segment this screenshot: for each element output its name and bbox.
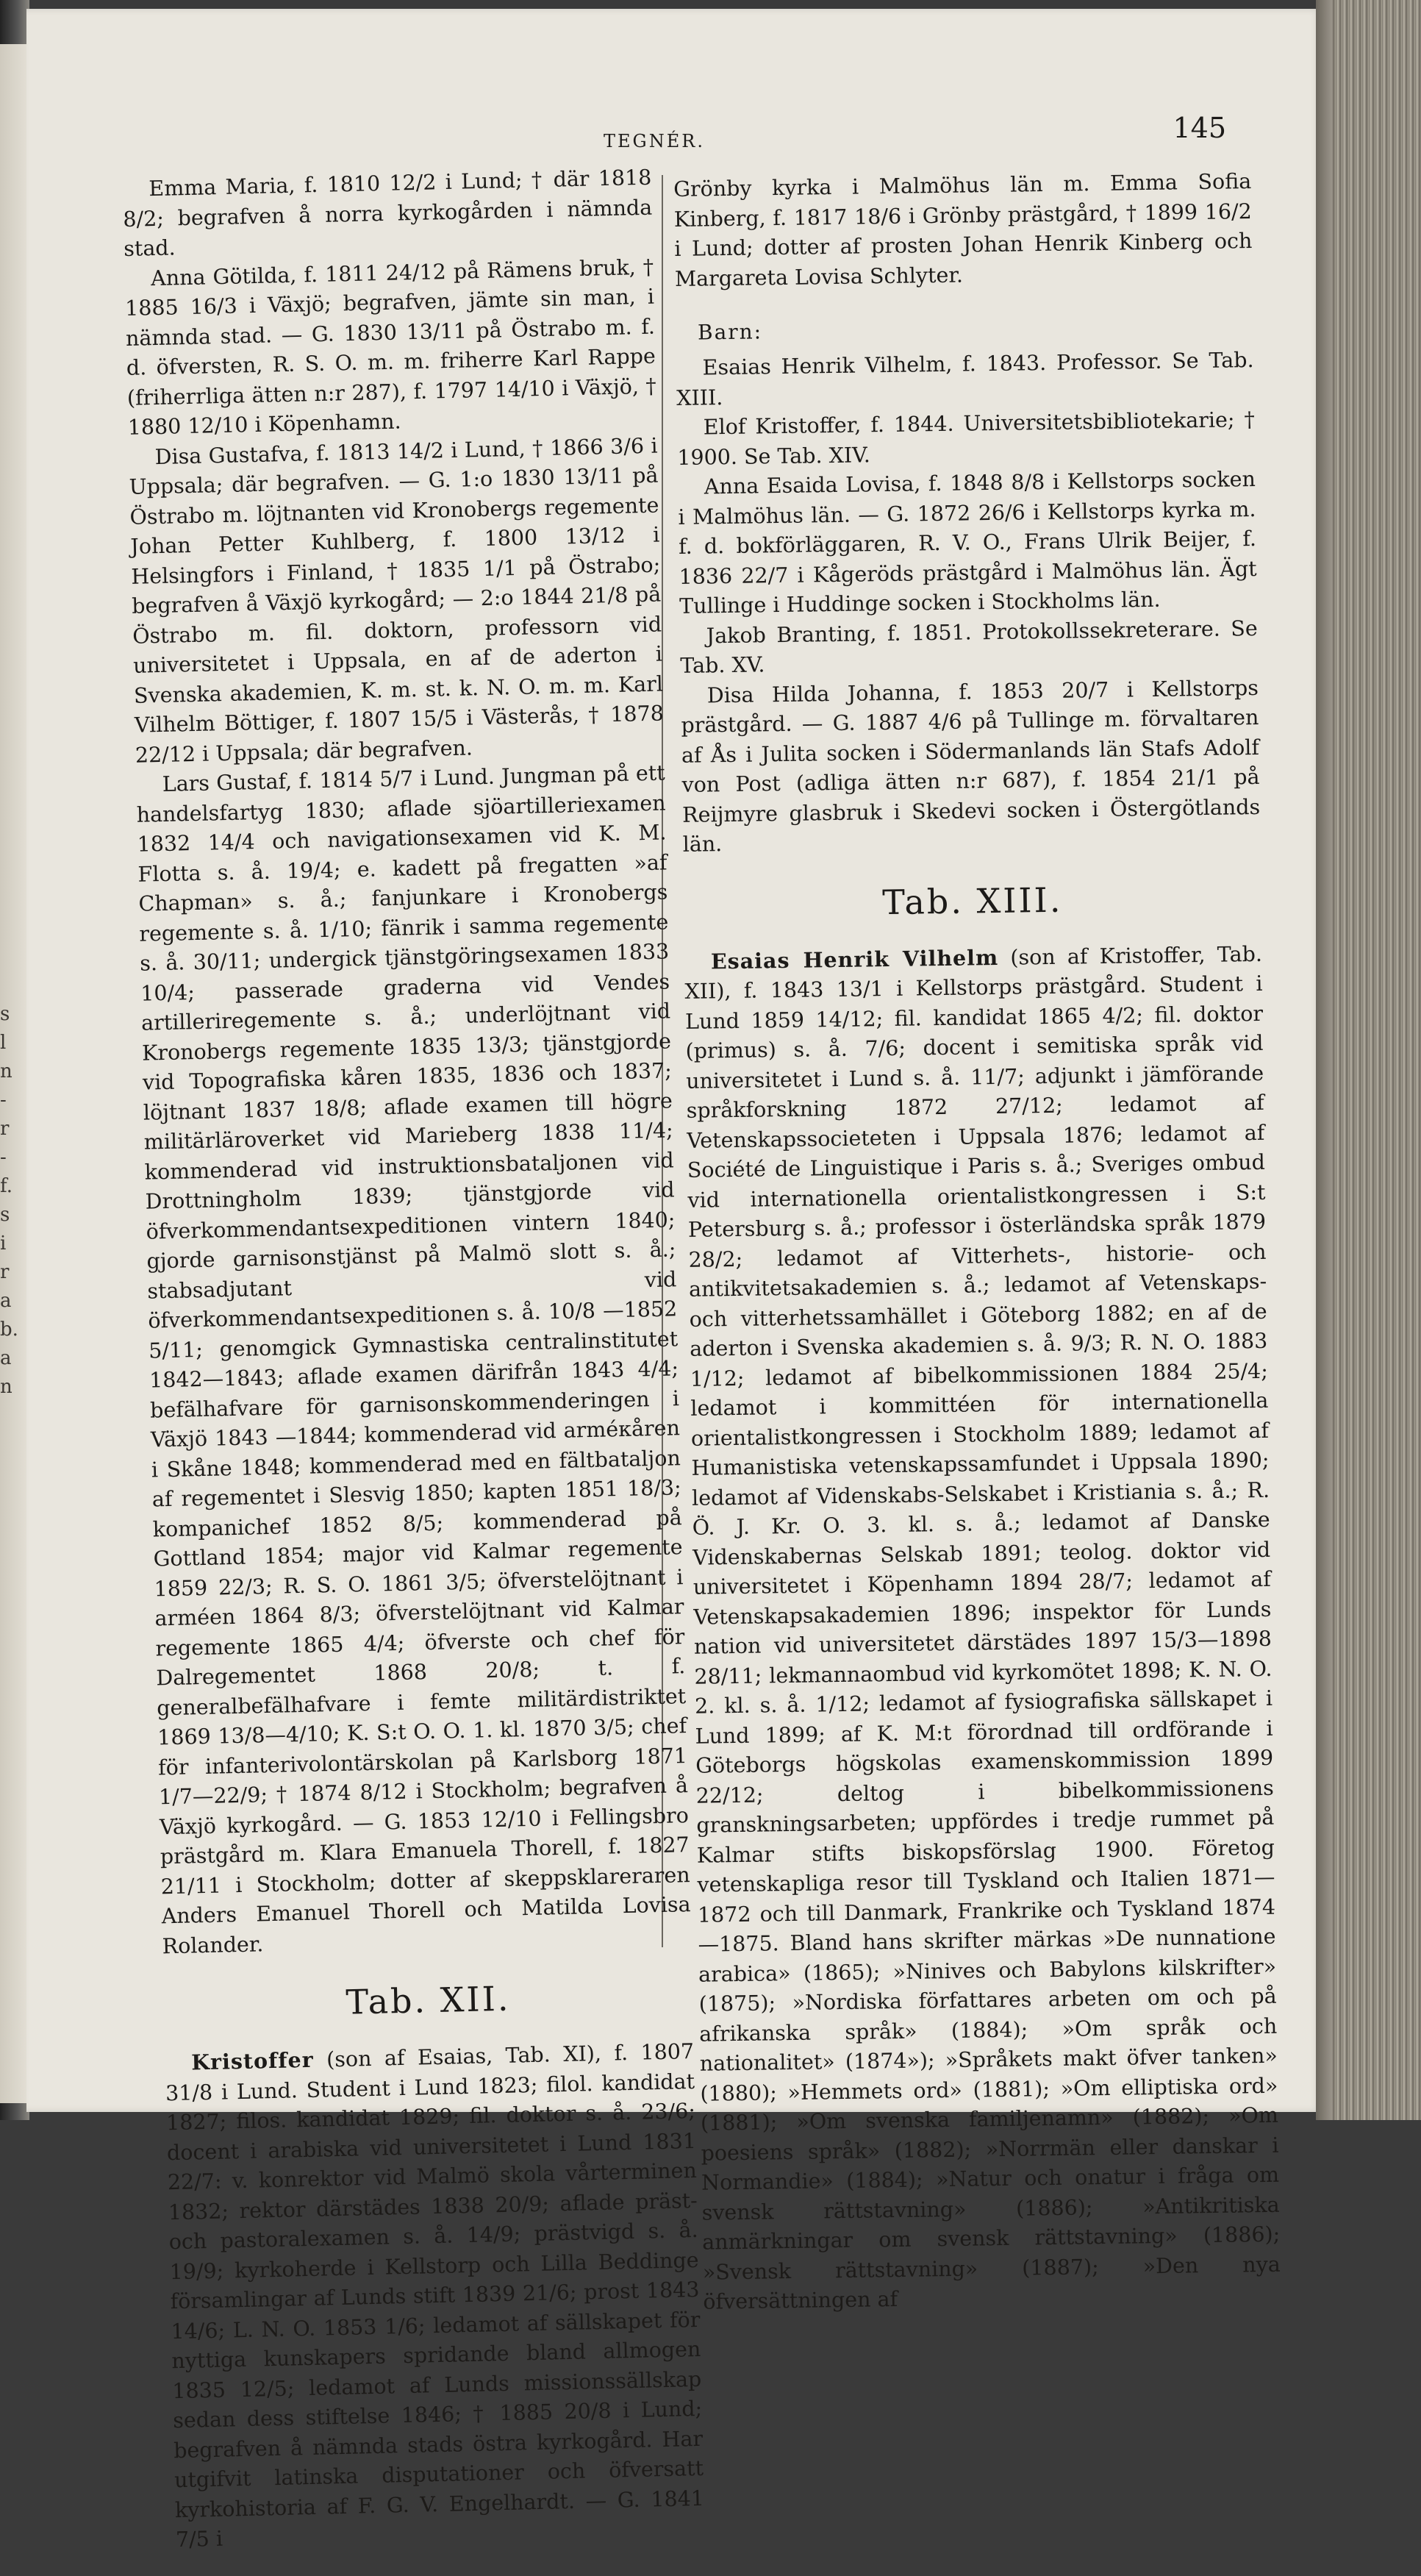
- page-edge-shadow: [1316, 0, 1332, 2120]
- entry-esaias-henrik-vilhelm: [684, 938, 1281, 2317]
- left-page-fragment: s: [0, 1204, 10, 1226]
- paragraph-emma-maria: Emma Maria, f. 1810 12/2 i Lund; † där 1818 8/2; begrafven å norra kyrkogården i nämnda stad.: [122, 165, 653, 261]
- left-page-fragment: b.: [0, 1319, 18, 1341]
- entry-text: (son af Kristoffer, Tab. XII), f. 1843 13/1 i Kellstorps prästgård. Student i Lund 1859 14/12; fil. kandidat 1865 4/2; fil. doktor (primus) s. å. 7/6; docent i semitiska språk vid universitetet i Lund s. å. 11/7; adjunkt i jämförande språkforskning 1872 27/12; ledamot af Vetenskapssocieteten i Uppsala 1876; ledamot af Société de Linguistique i Paris s. å.; Sveriges ombud vid internationella orientalistkongressen i S:t Petersburg s. å.; professor i österländska språk 1879 28/2; ledamot af Vitterhets-, historie- och antikvitetsakademien s. å.; ledamot af Vetenskaps- och vitterhetssamhället i Göteborg 1882; en af de aderton i Svenska akademien s. å. 9/3; R. N. O. 1883 1/12; ledamot af bibelkommissionen 1884 25/4; ledamot i kommittéen för internationella orientalistkongressen i Stockholm 1889; ledamot af Humanistiska vetenskapssamfundet i Uppsala 1890; ledamot af Videnskabs-Selskabet i Kristiania s. å.; R. Ö. J. Kr. O. 3. kl. s. å.; ledamot af Danske Videnskabernas Selskab 1891; teolog. doktor vid universitetet i Köpenhamn 1894 28/7; ledamot af Vetenskapsakademien 1896; inspektor för Lunds nation vid universitetet därstädes 1897 15/3—1898 28/11; lekmannaombud vid kyrkomötet 1898; K. N. O. 2. kl. s. å. 1/12; ledamot af fysiografiska sällskapet i Lund 1899; af K. M:t förordnad till ordförande i Göteborgs högskolas examenskommission 1899 22/12; deltog i bibelkommissionens granskningsarbeten; uppfördes i tredje rummet på Kalmar stifts biskopsförslag 1900. Företog vetenskapliga resor till Tyskland och Italien 1871—1872 och till Danmark, Frankrike och Tyskland 1874—1875. Bland hans skrifter märkas »De nunnatione arabica» (1865); »Ninives och Babylons kilskrifter» (1875); »Nordiska författares arbeten om och på afrikanska språk» (1884); »Om språk och nationalitet» (1874»); »Språkets makt öfver tanken» (1880); »Hemmets ord» (1881); »Om elliptiska ord» (1881); »Om svenska familjenamn» (1882); »Om poesiens språk» (1882); »Norrmän eller danskar i Normandie» (1884); »Natur och onatur i fråga om svensk rättstavning» (1886); »Antikritiska anmärkningar om svensk rättstavning» (1886); »Svensk rättstavning» (1887); »Den nya öfversättningen af: [684, 941, 1281, 2314]
- left-page-fragment: -: [0, 1089, 7, 1111]
- left-page-fragment: n: [0, 1060, 12, 1082]
- child-jakob: Jakob Branting, f. 1851. Protokollssekreterare. Se Tab. XV.: [680, 616, 1258, 678]
- section-heading-tab-xii: Tab. XII.: [345, 1978, 511, 2022]
- left-page-edge: [0, 44, 29, 2103]
- entry-kristoffer: [165, 2036, 705, 2555]
- left-page-fragment: i: [0, 1232, 7, 1255]
- page-number: 145: [1173, 112, 1226, 144]
- entry-name: Esaias Henrik Vilhelm: [710, 944, 999, 974]
- left-page-fragment: s: [0, 1003, 10, 1025]
- paragraph-disa-gustafva: Disa Gustafva, f. 1813 14/2 i Lund, † 1866 3/6 i Uppsala; där begrafven. — G. 1:o 1830 13/11 på Östrabo m. löjtnanten vid Kronobergs regemente Johan Petter Kuhlberg, f. 1800 13/12 i Helsingfors i Finland, † 1835 1/1 på Östrabo; begrafven å Växjö kyrkogård; — 2:o 1844 21/8 på Östrabo m. fil. doktorn, professorn vid universitetet i Uppsala, en af de aderton i Svenska akademien, K. m. st. k. N. O. m. m. Karl Vilhelm Böttiger, f. 1807 15/5 i Västerås, † 1878 22/12 i Uppsala; där begrafven.: [129, 433, 665, 768]
- section-heading-tab-xiii: Tab. XIII.: [881, 880, 1063, 922]
- children-label: Barn:: [697, 319, 763, 345]
- child-esaias: Esaias Henrik Vilhelm, f. 1843. Professor. Se Tab. XIII.: [676, 348, 1254, 410]
- left-page-fragment: -: [0, 1146, 7, 1169]
- paragraph-marriage-continued: Grönby kyrka i Malmöhus län m. Emma Sofia Kinberg, f. 1817 18/6 i Grönby prästgård, † 1899 16/2 i Lund; dotter af prosten Johan Henrik Kinberg och Margareta Lovisa Schlyter.: [673, 169, 1253, 291]
- left-page-fragments: [0, 1000, 24, 1402]
- paragraph-anna-gotilda: Anna Götilda, f. 1811 24/12 på Rämens bruk, † 1885 16/3 i Växjö; begrafven, jämte sin man, i nämnda stad. — G. 1830 13/11 på Östrabo m. f. d. öfversten, R. S. O. m. m. friherre Karl Rappe (friherrliga ätten n:r 287), f. 1797 14/10 i Växjö, † 1880 12/10 i Köpenhamn.: [124, 254, 657, 440]
- left-page-fragment: r: [0, 1261, 10, 1283]
- entry-text: (son af Esaias, Tab. XI), f. 1807 31/8 i Lund. Student i Lund 1823; filol. kandidat 1827; filos. kandidat 1829; fil. doktor s. å. 23/6; docent i arabiska vid universitetet i Lund 1831 22/7: v. konrektor vid Malmö skola vårterminen 1832; rektor därstädes 1838 20/9; aflade präst- och pastoralexamen s. å. 14/9; prästvigd s. å. 19/9; kyrkoherde i Kellstorp och Lilla Beddinge församlingar af Lunds stift 1839 21/6; prost 1843 14/6; L. N. O. 1853 1/6; ledamot af sällskapet för nyttiga kunskapers spridande bland allmogen 1835 12/5; ledamot af Lunds missionssällskap sedan dess stiftelse 1846; † 1885 20/8 i Lund; begrafven å nämnda stads östra kyrkogård. Har utgifvit latinska disputationer och öfversatt kyrkohistoria af F. G. V. Engelhardt. — G. 1841 7/5 i: [165, 2039, 705, 2552]
- running-head: TEGNÉR.: [604, 131, 705, 151]
- left-page-fragment: f.: [0, 1175, 12, 1197]
- left-page-fragment: l: [0, 1032, 7, 1054]
- left-page-fragment: r: [0, 1118, 10, 1140]
- left-page-fragment: n: [0, 1376, 12, 1398]
- child-disa: Disa Hilda Johanna, f. 1853 20/7 i Kellstorps prästgård. — G. 1887 4/6 på Tullinge m. förvaltaren af Ås i Julita socken i Södermanlands län Stafs Adolf von Post (adliga ätten n:r 687), f. 1854 21/1 på Reijmyre glasbruk i Skedevi socken i Östergötlands län.: [681, 675, 1261, 857]
- paragraph-lars-gustaf: Lars Gustaf, f. 1814 5/7 i Lund. Jungman på ett handelsfartyg 1830; aflade sjöartilleriexamen 1832 14/4 och navigationsexamen vid K. M. Flotta s. å. 19/4; e. kadett på fregatten »af Chapman» s. å.; fanjunkare i Kronobergs regemente s. å. 1/10; fänrik i samma regemente s. å. 30/11; undergick tjänstgöringsexamen 1833 10/4; passerade graderna vid Vendes artilleriregemente s. å.; underlöjtnant vid Kronobergs regemente 1835 13/3; tjänstgjorde vid Topografiska kåren 1835, 1836 och 1837; löjtnant 1837 18/8; aflade examen till högre militärläroverket vid Marieberg 1838 11/4; kommenderad vid instruktionsbataljonen vid Drottningholm 1839; tjänstgjorde vid öfverkommendantsexpeditionen vintern 1840; gjorde garnisonstjänst på Malmö slott s. å.; stabsadjutant vid öfverkommendantsexpeditionen s. å. 10/8 —1852 5/11; genomgick Gymnastiska centralinstitutet 1842—1843; aflade examen därifrån 1843 4/4; befälhafvare för garnisonskommenderingen i Växjö 1843 —1844; kommenderad vid arméкåren i Skåne 1848; kommenderad med en fältbataljon af regementet i Slesvig 1850; kapten 1851 18/3; kompanichef 1852 8/5; kommenderad på Gottland 1854; major vid Kalmar regemente 1859 22/3; R. S. O. 1861 3/5; öfverstelöjtnant i arméen 1864 8/3; öfverstelöjtnant vid Kalmar regemente 1865 4/4; öfverste och chef för Dalregementet 1868 20/8; t. f. generalbefälhafvare i femte militärdistriktet 1869 13/8—4/10; K. S:t O. O. 1. kl. 1870 3/5; chef för infanterivolontärskolan på Karlsborg 1871 1/7—22/9; † 1874 8/12 i Stockholm; begrafven å Växjö kyrkogård. — G. 1853 12/10 i Fellingsbro prästgård m. Klara Emanuela Thorell, f. 1827 21/11 i Stockholm; dotter af skeppsklareraren Anders Emanuel Thorell och Matilda Lovisa Rolander.: [136, 760, 691, 1958]
- entry-name: Kristoffer: [190, 2047, 315, 2075]
- left-column: [122, 163, 706, 2576]
- child-elof: Elof Kristoffer, f. 1844. Universitetsbibliotekarie; † 1900. Se Tab. XIV.: [677, 407, 1255, 470]
- left-page-fragment: a: [0, 1347, 12, 1369]
- right-column: [673, 167, 1281, 2338]
- child-anna: Anna Esaida Lovisa, f. 1848 8/8 i Kellstorps socken i Malmöhus län. — G. 1872 26/6 i Kellstorps kyrka m. f. d. bokförläggaren, R. V. O., Frans Ulrik Beijer, f. 1836 22/7 i Kågeröds prästgård i Malmöhus län. Ägt Tullinge i Huddinge socken i Stockholms län.: [678, 466, 1257, 618]
- left-page-fragment: a: [0, 1290, 12, 1312]
